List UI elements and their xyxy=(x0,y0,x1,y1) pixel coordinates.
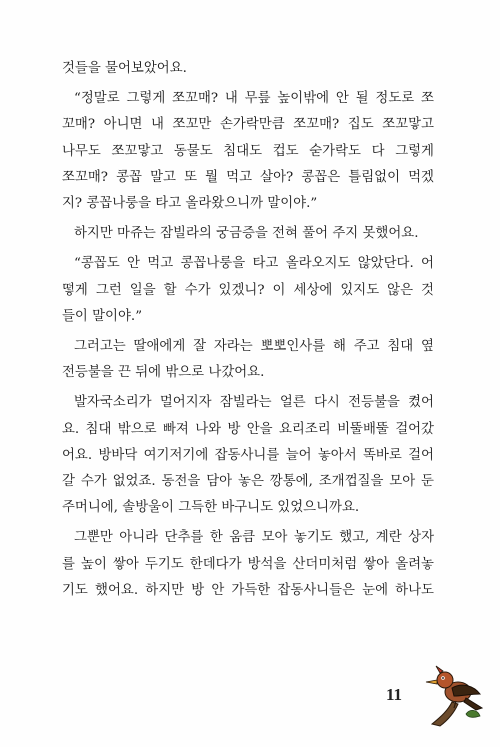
paragraph xyxy=(62,56,434,82)
text-line: 어요. 방바닥 여기저기에 잡동사니를 늘어 놓아서 똑바로 걸어 xyxy=(62,447,434,463)
text-line: 주머니에, 솔방울이 그득한 바구니도 있었으니까요. xyxy=(62,500,360,516)
text-line: 꼬매? 아니면 내 쪼꼬만 손가락만큼 쪼꼬매? 집도 쪼꼬맣고 xyxy=(62,117,434,133)
text-line: 하지만 마쥬는 잠빌라의 궁금증을 전혀 풀어 주지 못했어요. xyxy=(74,226,419,242)
text-line: 것들을 물어보았어요. xyxy=(62,61,187,76)
body-text xyxy=(62,56,434,604)
paragraph xyxy=(62,390,434,521)
bird-illustration-icon xyxy=(418,658,488,728)
text-line: “정말로 그렇게 쪼꼬매? 내 무릎 높이밖에 안 될 정도로 쪼 xyxy=(74,91,434,107)
text-line: 그뿐만 아니라 단추를 한 움큼 모아 놓기도 했고, 계란 상자 xyxy=(74,530,434,546)
text-line: 떻게 그런 일을 할 수가 있겠니? 이 세상에 있지도 않은 것 xyxy=(62,282,434,298)
text-line: “콩꼽도 안 먹고 콩꼽나룽을 타고 올라오지도 않았단다. 어 xyxy=(74,256,434,272)
text-line: 전등불을 끈 뒤에 밖으로 나갔어요. xyxy=(62,365,265,381)
paragraph xyxy=(62,251,434,330)
paragraph xyxy=(62,86,434,217)
page-number: 11 xyxy=(386,685,403,704)
text-line: 발자국소리가 멀어지자 잠빌라는 얼른 다시 전등불을 켰어 xyxy=(74,395,434,411)
text-line: 요. 침대 밖으로 빠져 나와 방 안을 요리조리 비뚤배뚤 걸어갔 xyxy=(62,421,434,437)
text-line: 들이 말이야.” xyxy=(62,308,143,324)
text-line: 갈 수가 없었죠. 동전을 담아 놓은 깡통에, 조개껍질을 모아 둔 xyxy=(62,474,434,490)
text-line: 그러고는 딸애에게 잘 자라는 뽀뽀인사를 해 주고 침대 옆 xyxy=(74,339,434,355)
paragraph xyxy=(62,221,434,247)
text-line: 나무도 쪼꼬맣고 동물도 침대도 컵도 숟가락도 다 그렇게 xyxy=(62,143,434,159)
text-line: 쪼꼬매? 콩꼽 말고 또 뭘 먹고 살아? 콩꼽은 틀림없이 먹겠 xyxy=(62,169,434,185)
text-line: 지? 콩꼽나룽을 타고 올라왔으니까 말이야.” xyxy=(62,196,318,212)
text-line: 를 높이 쌓아 두기도 한데다가 방석을 산더미처럼 쌓아 올려놓 xyxy=(62,556,434,572)
paragraph xyxy=(62,525,434,604)
text-line: 기도 했어요. 하지만 방 안 가득한 잡동사니들은 눈에 하나도 xyxy=(62,582,434,598)
paragraph xyxy=(62,334,434,386)
